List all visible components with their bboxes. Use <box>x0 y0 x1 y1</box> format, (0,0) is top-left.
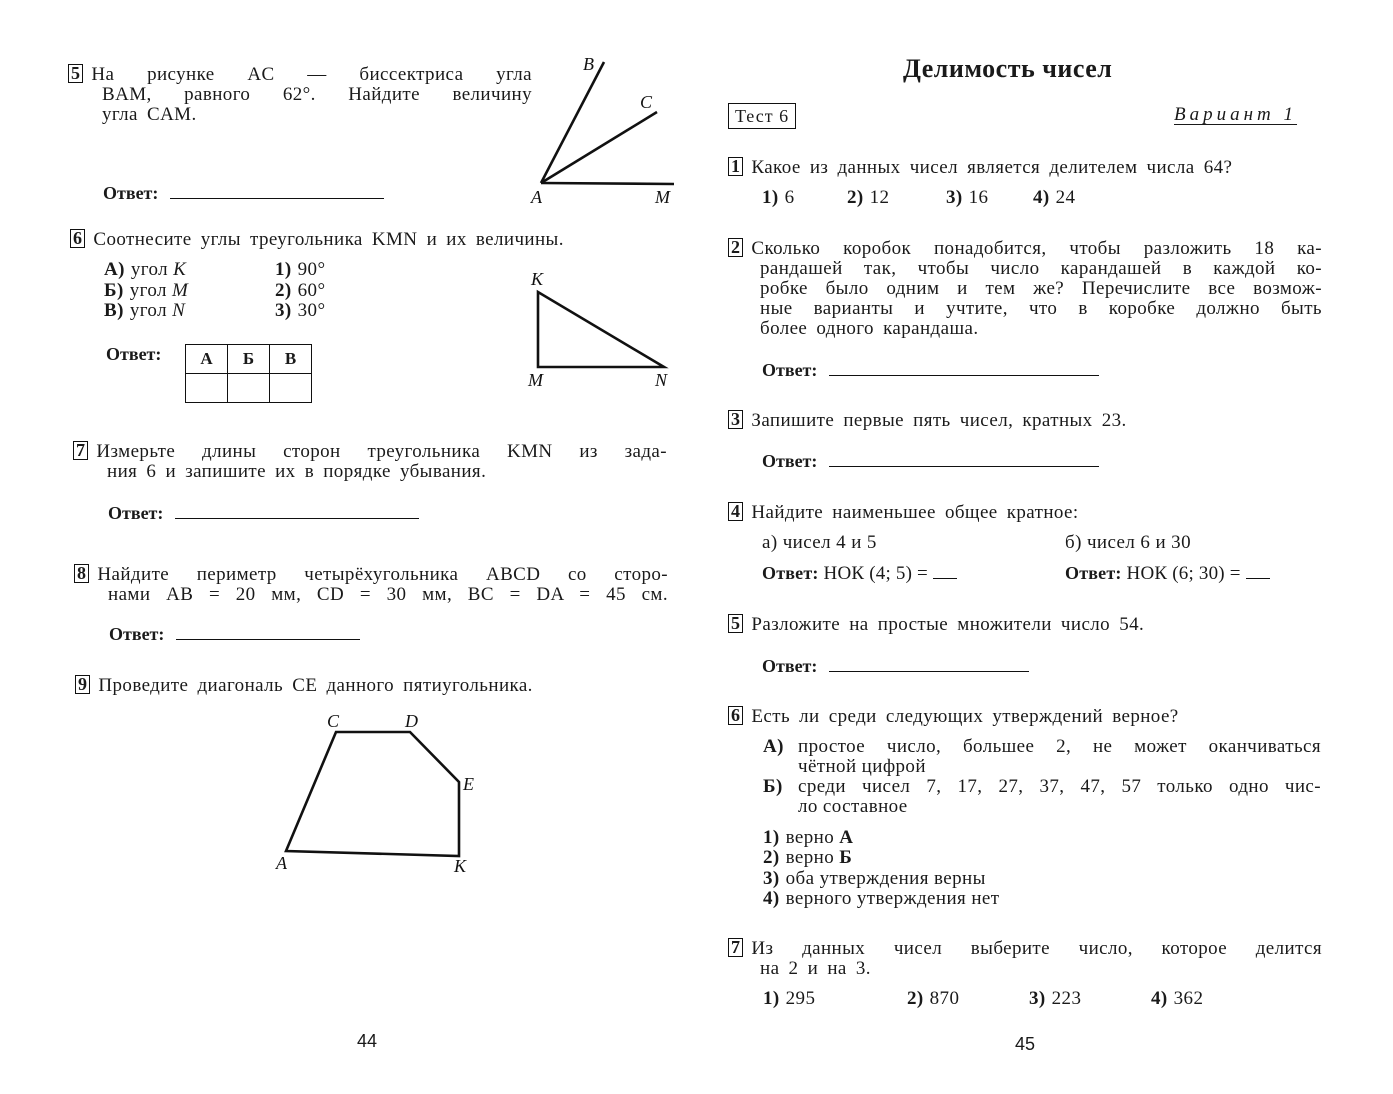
task-text-line: более одного карандаша. <box>760 318 979 339</box>
page-number: 45 <box>1015 1034 1036 1054</box>
variant-label: Вариант 1 <box>1174 104 1298 125</box>
task-5 <box>728 614 1144 635</box>
option[interactable]: 4) 362 <box>1151 988 1204 1009</box>
answer-option[interactable]: 3) оба утверждения верны <box>763 867 986 889</box>
answer-expression: НОК (4; 5) = <box>823 563 928 584</box>
task-text: Какое из данных чисел является делителем числа 64? <box>751 157 1233 178</box>
task-number: 7 <box>728 938 743 957</box>
point-label-c: C <box>640 92 653 112</box>
answer-label: Ответ: <box>762 563 819 583</box>
task-text-line: угла CAM. <box>102 104 197 125</box>
matching-item: Б) угол M <box>104 279 189 301</box>
answer-field[interactable] <box>829 657 1029 672</box>
options-row <box>762 187 1075 209</box>
task-text-line: ные варианты и учтите, что в коробке должно быть <box>760 298 1322 319</box>
answer-label: Ответ: <box>108 503 164 523</box>
matching-item: 1) 90° <box>275 259 326 280</box>
matching-right-list <box>275 260 325 322</box>
task-3 <box>728 410 1127 431</box>
answer-table-header: Б <box>228 345 270 374</box>
angle-bam-figure <box>541 62 674 184</box>
answer-label: Ответ: <box>109 624 165 644</box>
task-number: 6 <box>70 229 85 248</box>
task-number: 2 <box>728 238 743 257</box>
point-label-m: M <box>528 370 543 390</box>
answer-field[interactable] <box>933 564 957 579</box>
answer-option[interactable]: 4) верного утверждения нет <box>763 887 1000 909</box>
task-text-line: Найдите периметр четырёхугольника ABCD со сторо- <box>97 564 668 585</box>
task-2 <box>728 238 1322 339</box>
point-label-b: B <box>583 54 594 74</box>
task-text-line: рандашей так, чтобы число карандашей в каждой ко- <box>760 258 1322 279</box>
task-text: Найдите наименьшее общее кратное: <box>751 502 1079 523</box>
answer-option[interactable]: 2) верно Б <box>763 847 853 869</box>
task-4-part-b: б) чисел 6 и 30 <box>1065 532 1191 553</box>
triangle-kmn <box>538 292 664 367</box>
task-text-line: на 2 и на 3. <box>760 958 871 979</box>
task-6 <box>70 229 564 250</box>
task-text-line: робке было одним и тем же? Перечислите все возмож- <box>760 278 1322 299</box>
task-number: 8 <box>74 564 89 583</box>
answer-row <box>1065 563 1270 585</box>
task-7 <box>73 441 667 482</box>
answer-label: Ответ: <box>762 656 818 676</box>
answer-cell[interactable] <box>186 374 228 403</box>
statement: Б) среди чисел 7, 17, 27, 37, 47, 57 только одно чис- ло составное <box>763 776 1321 817</box>
answer-label: Ответ: <box>762 451 818 471</box>
statement: А) простое число, большее 2, не может оканчиваться чётной цифрой <box>763 736 1321 777</box>
task-text-line: нами AB = 20 мм, CD = 30 мм, BC = DA = 45 см. <box>108 584 668 605</box>
answer-label: Ответ: <box>103 183 159 203</box>
answer-options-list <box>763 828 999 909</box>
point-label-a: A <box>531 187 542 207</box>
matching-item: 3) 30° <box>275 300 326 321</box>
task-number: 3 <box>728 410 743 429</box>
answer-label: Ответ: <box>106 344 162 364</box>
answer-expression: НОК (6; 30) = <box>1126 563 1241 584</box>
page-number: 44 <box>357 1031 378 1051</box>
answer-row <box>762 656 1029 677</box>
point-label-m: M <box>655 187 670 207</box>
point-label-k: K <box>454 856 467 876</box>
answer-field[interactable] <box>829 361 1099 376</box>
answer-field[interactable] <box>829 452 1099 467</box>
answer-cell[interactable] <box>270 374 312 403</box>
point-label-a: A <box>276 853 287 873</box>
option[interactable]: 2) 12 <box>847 187 890 208</box>
answer-label: Ответ: <box>762 360 818 380</box>
task-4-part-a: а) чисел 4 и 5 <box>762 532 877 553</box>
options-row <box>763 988 1203 1010</box>
task-number: 5 <box>68 64 83 83</box>
task-text-line: Из данных чисел выберите число, которое делится <box>751 938 1322 959</box>
task-text-line: На рисунке AC — биссектриса угла <box>91 64 532 85</box>
task-text-line: Измерьте длины сторон треугольника KMN из зада- <box>96 441 667 462</box>
answer-row <box>762 451 1099 472</box>
matching-item: А) угол K <box>104 259 187 280</box>
point-label-e: E <box>463 774 474 794</box>
task-text-line: Сколько коробок понадобится, чтобы разложить 18 ка- <box>751 238 1322 259</box>
answer-cell[interactable] <box>228 374 270 403</box>
task-text: Есть ли среди следующих утверждений верное? <box>751 706 1179 727</box>
task-4 <box>728 502 1079 523</box>
answer-row <box>109 624 360 645</box>
page-title: Делимость чисел <box>903 54 1113 83</box>
answer-table-header: А <box>186 345 228 374</box>
answer-row <box>762 563 957 585</box>
task-text: Проведите диагональ CE данного пятиугольника. <box>98 675 533 696</box>
point-label-c: C <box>327 711 340 731</box>
task-6 <box>728 706 1179 727</box>
answer-label: Ответ: <box>1065 563 1122 583</box>
task-8 <box>74 564 668 605</box>
task-text-line: ния 6 и запишите их в порядке убывания. <box>107 461 487 482</box>
task-number: 5 <box>728 614 743 633</box>
task-text: Запишите первые пять чисел, кратных 23. <box>751 410 1127 431</box>
ray-am <box>541 183 674 184</box>
point-label-k: K <box>531 269 544 289</box>
task-text-line: BAM, равного 62°. Найдите величину <box>102 84 532 105</box>
task-1 <box>728 157 1232 178</box>
task-number: 6 <box>728 706 743 725</box>
point-label-n: N <box>655 370 668 390</box>
task-text: Разложите на простые множители число 54. <box>751 614 1145 635</box>
matching-item: В) угол N <box>104 300 186 321</box>
point-label-d: D <box>405 711 418 731</box>
task-number: 1 <box>728 157 743 176</box>
answer-row <box>762 360 1099 381</box>
task-number: 9 <box>75 675 90 694</box>
option[interactable]: 3) 16 <box>946 187 989 208</box>
task-text: Соотнесите углы треугольника KMN и их величины. <box>93 229 564 250</box>
option[interactable]: 1) 6 <box>762 187 795 208</box>
task-number: 4 <box>728 502 743 521</box>
statements-list <box>763 737 1321 817</box>
answer-field[interactable] <box>175 504 419 519</box>
pentagon <box>286 732 459 856</box>
matching-item: 2) 60° <box>275 279 326 301</box>
option[interactable]: 2) 870 <box>907 988 960 1009</box>
option[interactable]: 4) 24 <box>1033 187 1076 208</box>
answer-option[interactable]: 1) верно А <box>763 827 854 848</box>
task-9 <box>75 675 533 696</box>
task-7 <box>728 938 1322 979</box>
option[interactable]: 3) 223 <box>1029 988 1082 1009</box>
matching-left-list <box>104 260 188 322</box>
task-number: 7 <box>73 441 88 460</box>
answer-row <box>108 503 419 524</box>
answer-field[interactable] <box>176 625 360 640</box>
answer-field[interactable] <box>1246 564 1270 579</box>
option[interactable]: 1) 295 <box>763 988 816 1009</box>
answer-table <box>185 344 312 403</box>
test-label: Тест 6 <box>728 103 796 129</box>
answer-table-header: В <box>270 345 312 374</box>
